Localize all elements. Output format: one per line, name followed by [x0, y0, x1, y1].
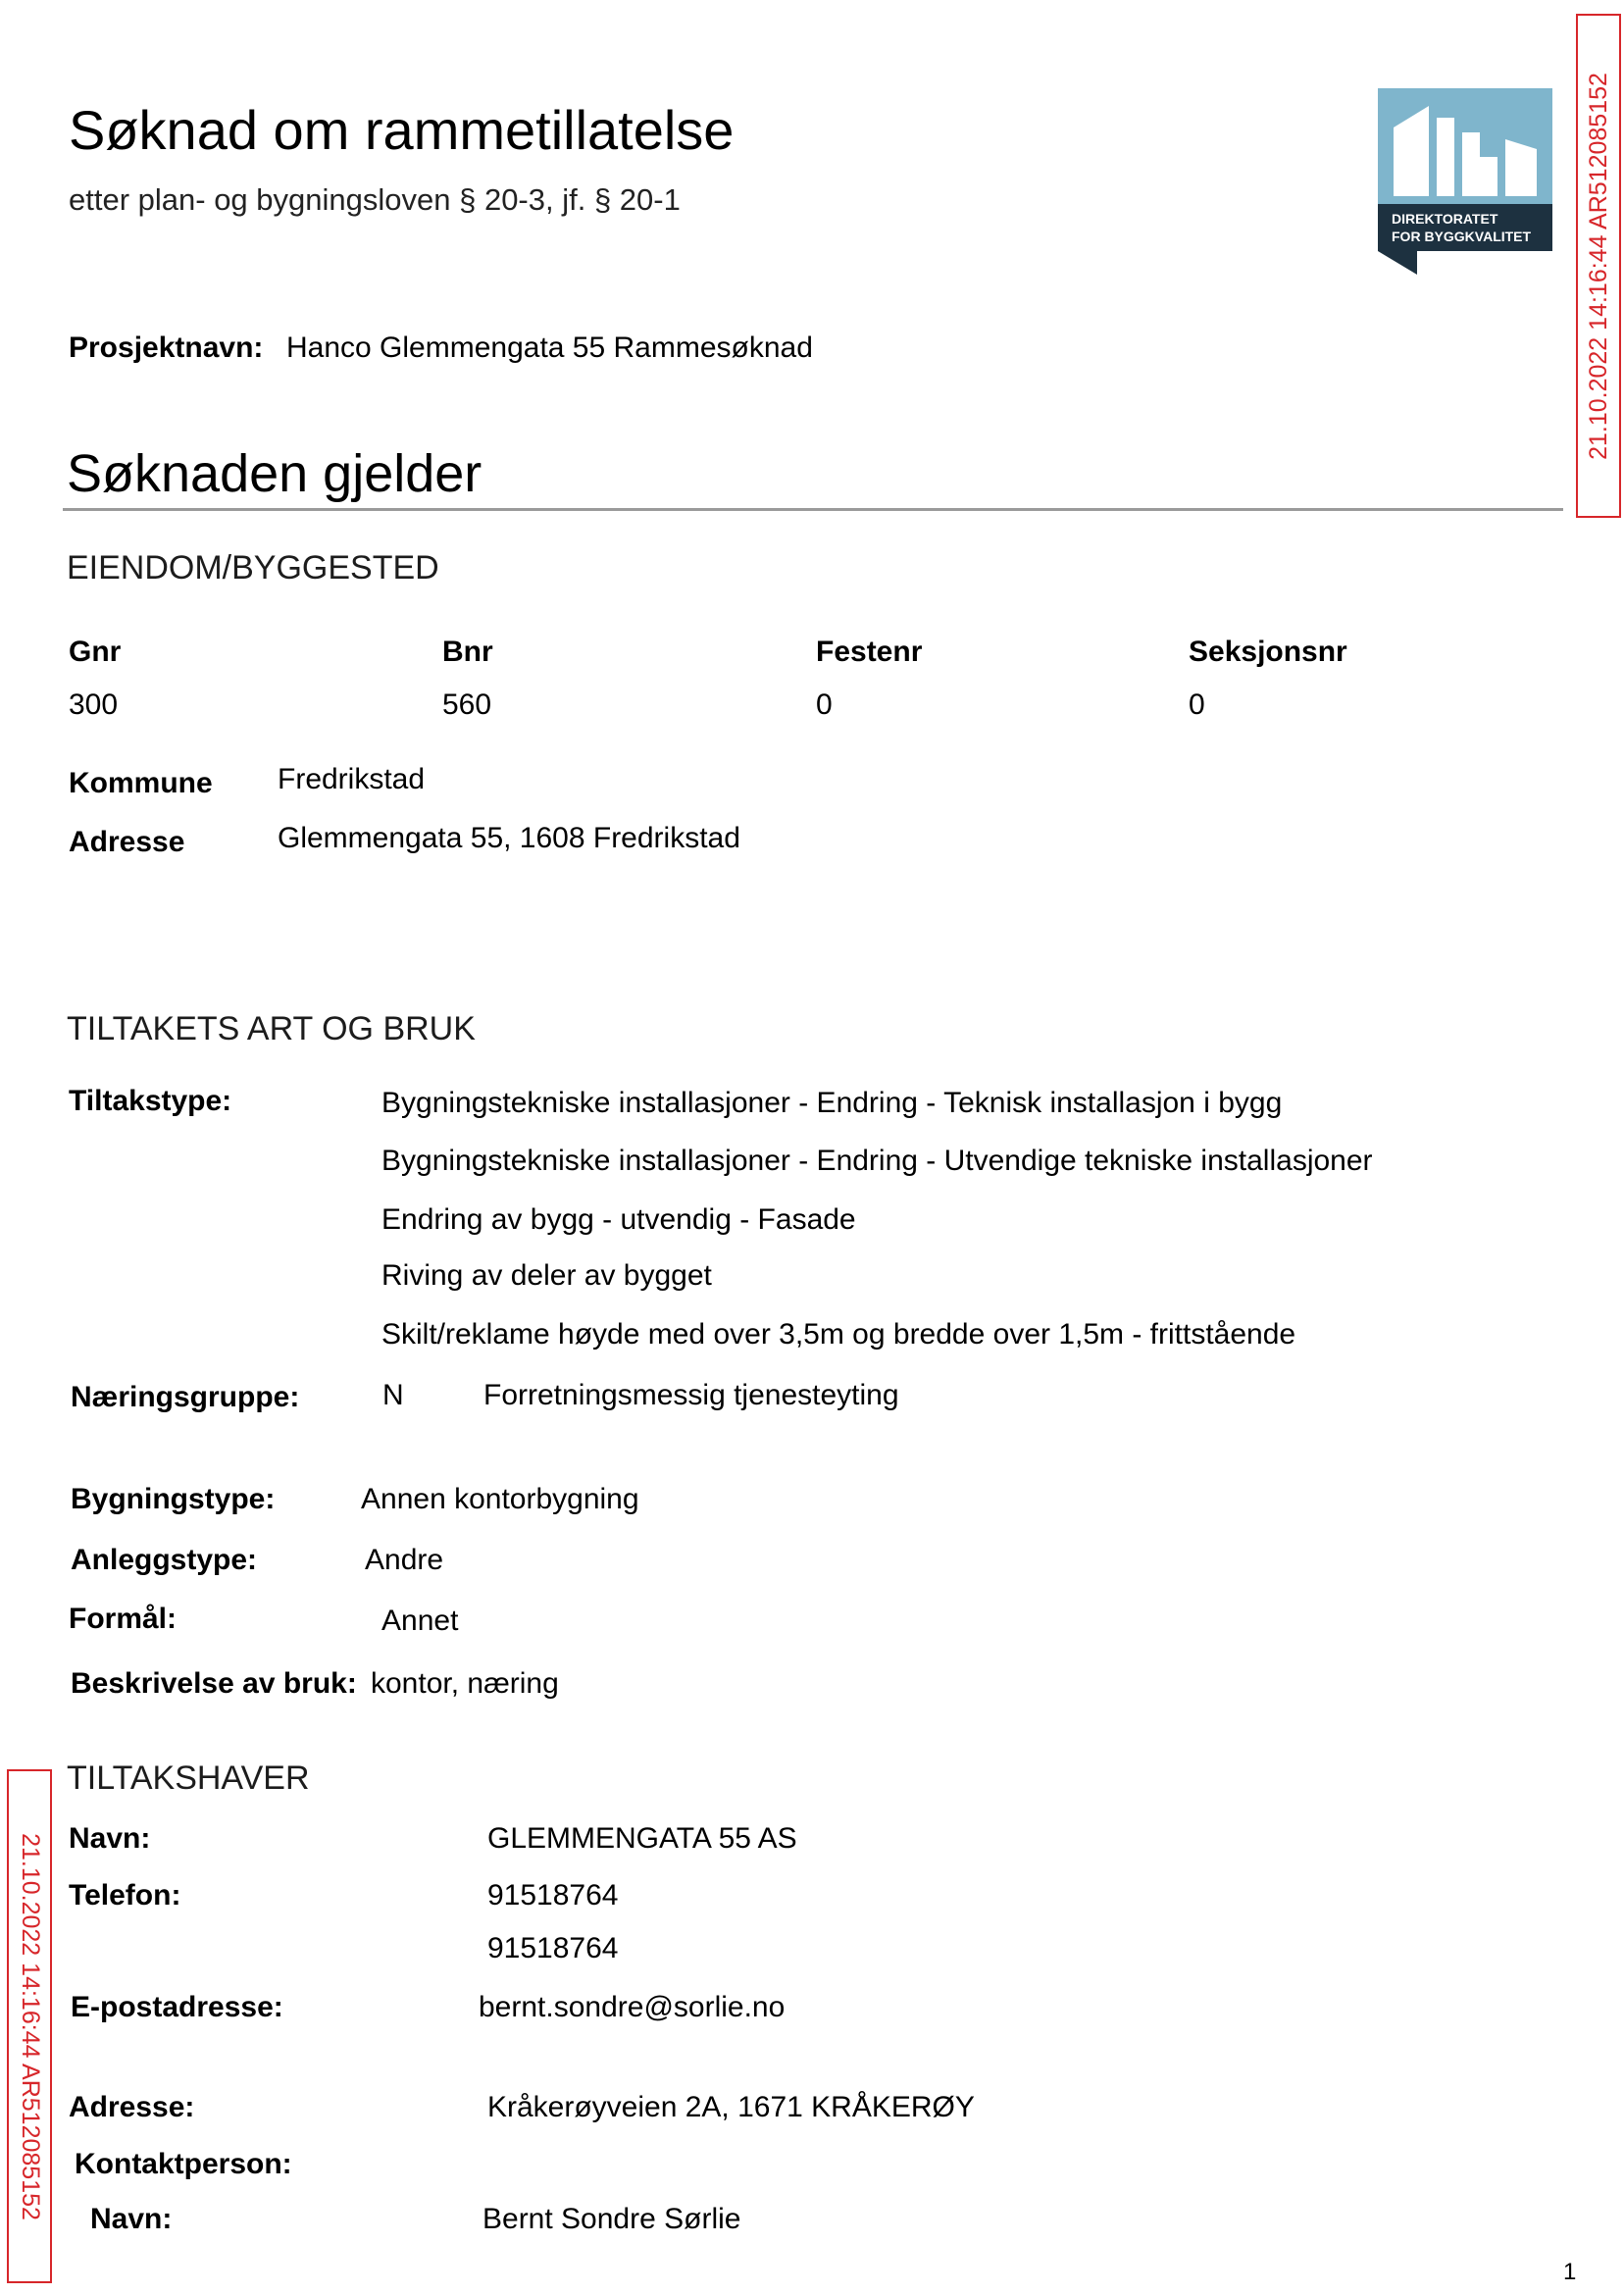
logo-text-line1: DIREKTORATET	[1392, 211, 1498, 227]
beskrivelse-label: Beskrivelse av bruk:	[71, 1667, 357, 1700]
seksjonsnr-value: 0	[1189, 688, 1205, 721]
beskrivelse-value: kontor, næring	[371, 1667, 559, 1700]
anleggstype-value: Andre	[365, 1544, 444, 1576]
project-label: Prosjektnavn:	[69, 331, 264, 364]
naeringsgruppe-code: N	[382, 1379, 404, 1411]
naeringsgruppe-value: Forretningsmessig tjenesteyting	[483, 1379, 899, 1411]
tiltakshaver-navn-label: Navn:	[69, 1822, 151, 1855]
seksjonsnr-label: Seksjonsnr	[1189, 636, 1347, 668]
formal-value: Annet	[381, 1605, 459, 1637]
tiltakshaver-heading: TILTAKSHAVER	[67, 1759, 310, 1797]
document-title: Søknad om rammetillatelse	[69, 99, 735, 161]
page-number: 1	[1563, 2259, 1577, 2285]
document-subtitle: etter plan- og bygningsloven § 20-3, jf. § 20-1	[69, 182, 681, 217]
telefon-label: Telefon:	[69, 1879, 181, 1912]
section-divider	[63, 508, 1563, 511]
receipt-stamp-left	[7, 1769, 52, 2283]
kontakt-navn-label: Navn:	[90, 2203, 173, 2235]
bnr-value: 560	[442, 688, 492, 721]
tiltakshaver-adresse-value: Kråkerøyveien 2A, 1671 KRÅKERØY	[487, 2091, 975, 2123]
tiltakshaver-navn-value: GLEMMENGATA 55 AS	[487, 1822, 797, 1855]
tiltakstype-label: Tiltakstype:	[69, 1085, 232, 1117]
formal-label: Formål:	[69, 1603, 178, 1635]
festenr-value: 0	[816, 688, 833, 721]
eiendom-heading: EIENDOM/BYGGESTED	[67, 549, 439, 586]
project-value: Hanco Glemmengata 55 Rammesøknad	[286, 331, 813, 364]
tiltakstype-item: Endring av bygg - utvendig - Fasade	[381, 1203, 856, 1236]
telefon-value: 91518764	[487, 1932, 619, 1964]
kommune-value: Fredrikstad	[278, 763, 426, 795]
tiltakstype-item: Riving av deler av bygget	[381, 1259, 712, 1292]
tiltakstype-item: Bygningstekniske installasjoner - Endring - Utvendige tekniske installasjoner	[381, 1145, 1373, 1177]
tiltakstype-item: Bygningstekniske installasjoner - Endring - Teknisk installasjon i bygg	[381, 1087, 1283, 1119]
gnr-value: 300	[69, 688, 119, 721]
anleggstype-label: Anleggstype:	[71, 1544, 258, 1576]
festenr-label: Festenr	[816, 636, 923, 668]
tiltakshaver-adresse-label: Adresse:	[69, 2091, 195, 2123]
tiltakstype-item: Skilt/reklame høyde med over 3,5m og bredde over 1,5m - frittstående	[381, 1318, 1296, 1351]
receipt-stamp-text: 21.10.2022 14:16:44 AR512085152	[1584, 72, 1612, 460]
bnr-label: Bnr	[442, 636, 493, 668]
receipt-stamp-text: 21.10.2022 14:16:44 AR512085152	[16, 1832, 44, 2220]
logo-text-line2: FOR BYGGKVALITET	[1392, 229, 1532, 244]
gnr-label: Gnr	[69, 636, 122, 668]
tiltak-heading: TILTAKETS ART OG BRUK	[67, 1010, 476, 1047]
telefon-value: 91518764	[487, 1879, 619, 1912]
kontakt-navn-value: Bernt Sondre Sørlie	[482, 2203, 741, 2235]
kommune-label: Kommune	[69, 767, 213, 799]
receipt-stamp-right	[1576, 14, 1621, 518]
adresse-label: Adresse	[69, 826, 185, 858]
dibk-logo	[1378, 88, 1552, 275]
kontaktperson-label: Kontaktperson:	[75, 2148, 292, 2180]
adresse-value: Glemmengata 55, 1608 Fredrikstad	[278, 822, 740, 854]
bygningstype-value: Annen kontorbygning	[361, 1483, 639, 1515]
bygningstype-label: Bygningstype:	[71, 1483, 276, 1515]
section-title: Søknaden gjelder	[67, 444, 482, 503]
epost-label: E-postadresse:	[71, 1991, 283, 2023]
naeringsgruppe-label: Næringsgruppe:	[71, 1381, 300, 1413]
epost-value: bernt.sondre@sorlie.no	[479, 1991, 786, 2023]
